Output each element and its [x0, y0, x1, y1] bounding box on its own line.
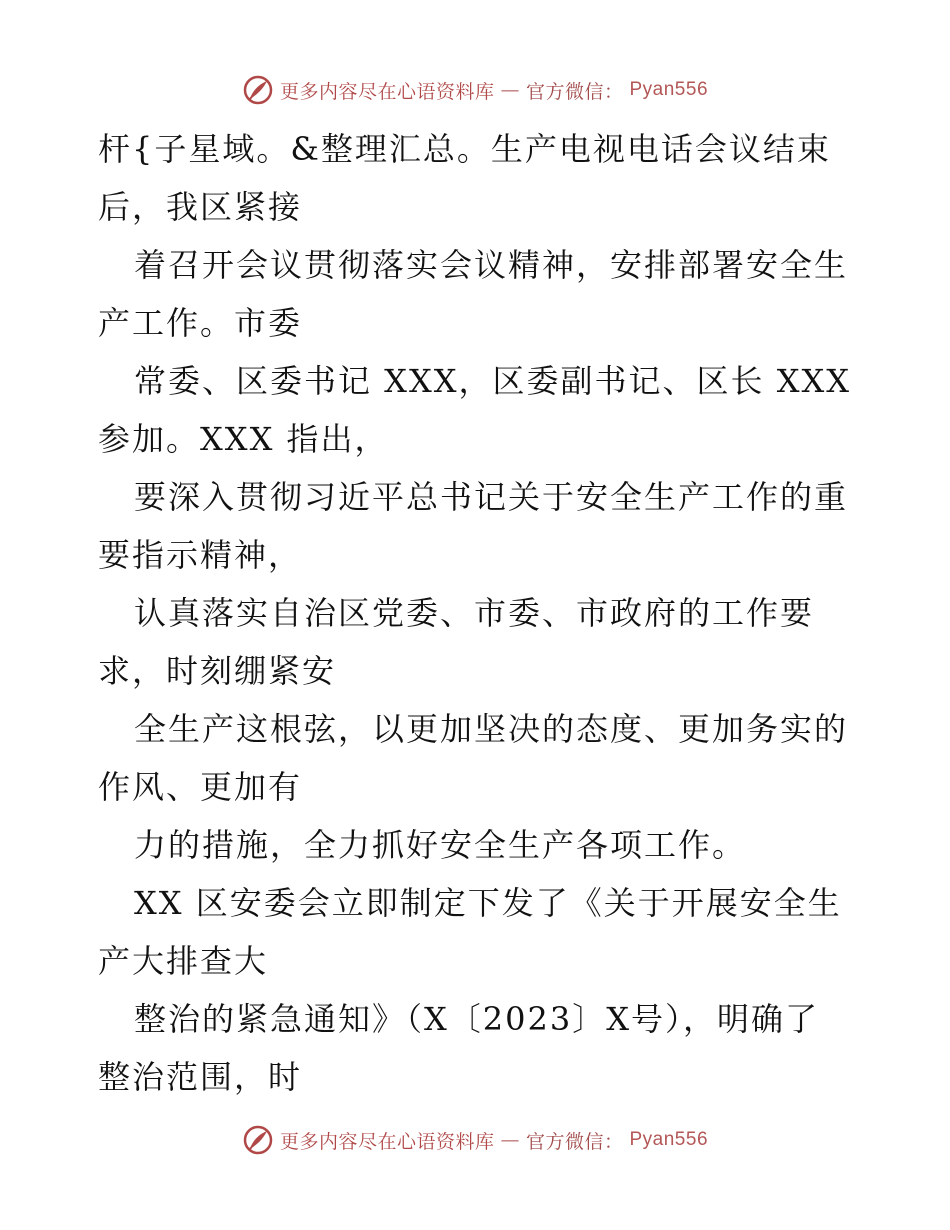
banner-wechat-label: 官方微信：	[525, 1130, 624, 1153]
banner-wechat-id: Pyan556	[629, 79, 709, 100]
text-line: 要深入贯彻习近平总书记关于安全生产工作的重	[134, 478, 849, 516]
text-line: 整治范围，时	[98, 1058, 303, 1096]
banner-separator: —	[500, 79, 520, 101]
text-line: 常委、区委书记 XXX，区委副书记、区长 XXX	[134, 362, 852, 400]
text-line: 整治的紧急通知》（X〔2023〕X号），明确了	[134, 1000, 820, 1038]
banner-title: 更多内容尽在心语资料库	[279, 80, 495, 103]
text-line: 产大排查大	[98, 942, 269, 980]
banner-title: 更多内容尽在心语资料库	[279, 1130, 495, 1153]
text-line: 产工作。市委	[98, 304, 303, 342]
text-line: XX 区安委会立即制定下发了《关于开展安全生	[134, 884, 842, 922]
text-line: 求，时刻绷紧安	[98, 652, 337, 690]
text-line: 着召开会议贯彻落实会议精神，安排部署安全生	[134, 246, 849, 284]
banner-wechat-label: 官方微信：	[525, 80, 624, 103]
text-line: 要指示精神，	[98, 536, 303, 574]
text-line: 作风、更加有	[98, 768, 303, 806]
footer-banner	[0, 1120, 950, 1160]
text-line: 力的措施，全力抓好安全生产各项工作。	[134, 826, 747, 864]
document-body	[98, 120, 878, 1106]
banner-wechat-id: Pyan556	[629, 1129, 709, 1150]
banner-separator: —	[500, 1129, 520, 1151]
text-line: 后，我区紧接	[98, 188, 303, 226]
text-line: 参加。XXX 指出，	[98, 420, 389, 458]
text-line: 全生产这根弦，以更加坚决的态度、更加务实的	[134, 710, 849, 748]
header-banner	[0, 70, 950, 110]
quill-logo-icon	[242, 74, 274, 106]
banner-content	[242, 74, 708, 106]
banner-content	[242, 1124, 708, 1156]
text-line: 认真落实自治区党委、市委、市政府的工作要	[134, 594, 815, 632]
text-line: 杆{子星域。&整理汇总。生产电视电话会议结束	[98, 130, 831, 168]
quill-logo-icon	[242, 1124, 274, 1156]
